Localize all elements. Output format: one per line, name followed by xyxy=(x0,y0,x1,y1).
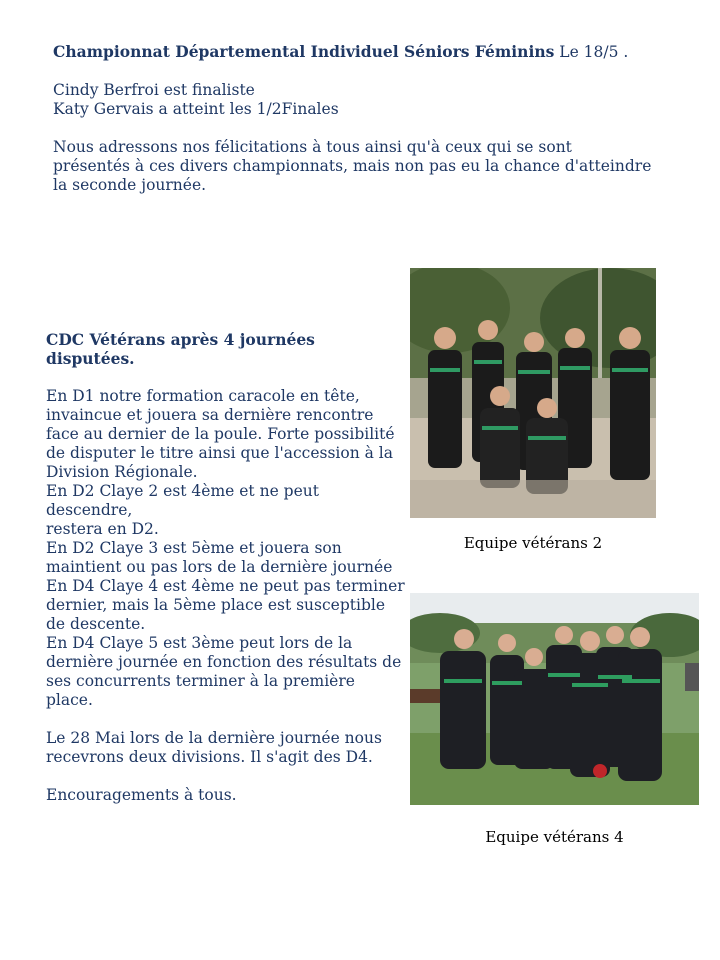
championnat-heading xyxy=(53,42,693,62)
cdc-line: En D1 notre formation caracole en tête, xyxy=(46,387,360,405)
caption-veterans-2: Equipe vétérans 2 xyxy=(463,534,603,552)
finalist-line: Cindy Berfroi est finaliste xyxy=(53,81,255,99)
cdc-title: CDC Vétérans après 4 journées disputées. xyxy=(46,330,315,368)
congrats-line: la seconde journée. xyxy=(53,176,207,194)
cdc-line: Division Régionale. xyxy=(46,463,198,481)
team-photo-veterans-4 xyxy=(410,593,699,805)
cdc-line: face au dernier de la poule. Forte possibilité xyxy=(46,425,395,443)
congrats-line: Nous adressons nos félicitations à tous ainsi qu'à ceux qui se sont xyxy=(53,138,572,156)
section-championnat xyxy=(53,42,693,195)
cdc-line: de descente. xyxy=(46,615,146,633)
cdc-line: dernière journée en fonction des résultats de xyxy=(46,653,402,671)
cdc-line: maintient ou pas lors de la dernière journée xyxy=(46,558,393,576)
cdc-line: place. xyxy=(46,691,93,709)
may-line: recevrons deux divisions. Il s'agit des D4. xyxy=(46,748,373,766)
cdc-line: En D2 Claye 2 est 4ème et ne peut descendre, xyxy=(46,482,319,519)
cdc-line: En D4 Claye 5 est 3ème peut lors de la xyxy=(46,634,353,652)
championnat-title: Championnat Départemental Individuel Séniors Féminins xyxy=(53,42,555,61)
cdc-line: restera en D2. xyxy=(46,520,159,538)
cdc-line: En D2 Claye 3 est 5ème et jouera son xyxy=(46,539,342,557)
cdc-line: de disputer le titre ainsi que l'accession à la xyxy=(46,444,393,462)
may-line: Le 28 Mai lors de la dernière journée nous xyxy=(46,729,382,747)
closing-line: Encouragements à tous. xyxy=(46,786,237,804)
cdc-line: dernier, mais la 5ème place est susceptible xyxy=(46,596,386,614)
cdc-line: En D4 Claye 4 est 4ème ne peut pas terminer xyxy=(46,577,405,595)
section-cdc-veterans xyxy=(46,330,406,805)
caption-veterans-4: Equipe vétérans 4 xyxy=(485,828,624,846)
championnat-date: Le 18/5 . xyxy=(554,43,629,61)
semifinal-line: Katy Gervais a atteint les 1/2Finales xyxy=(53,100,339,118)
team-photo-veterans-2 xyxy=(410,268,656,518)
congrats-line: présentés à ces divers championnats, mais non pas eu la chance d'atteindre xyxy=(53,157,652,175)
cdc-line: invaincue et jouera sa dernière rencontre xyxy=(46,406,374,424)
cdc-line: ses concurrents terminer à la première xyxy=(46,672,355,690)
